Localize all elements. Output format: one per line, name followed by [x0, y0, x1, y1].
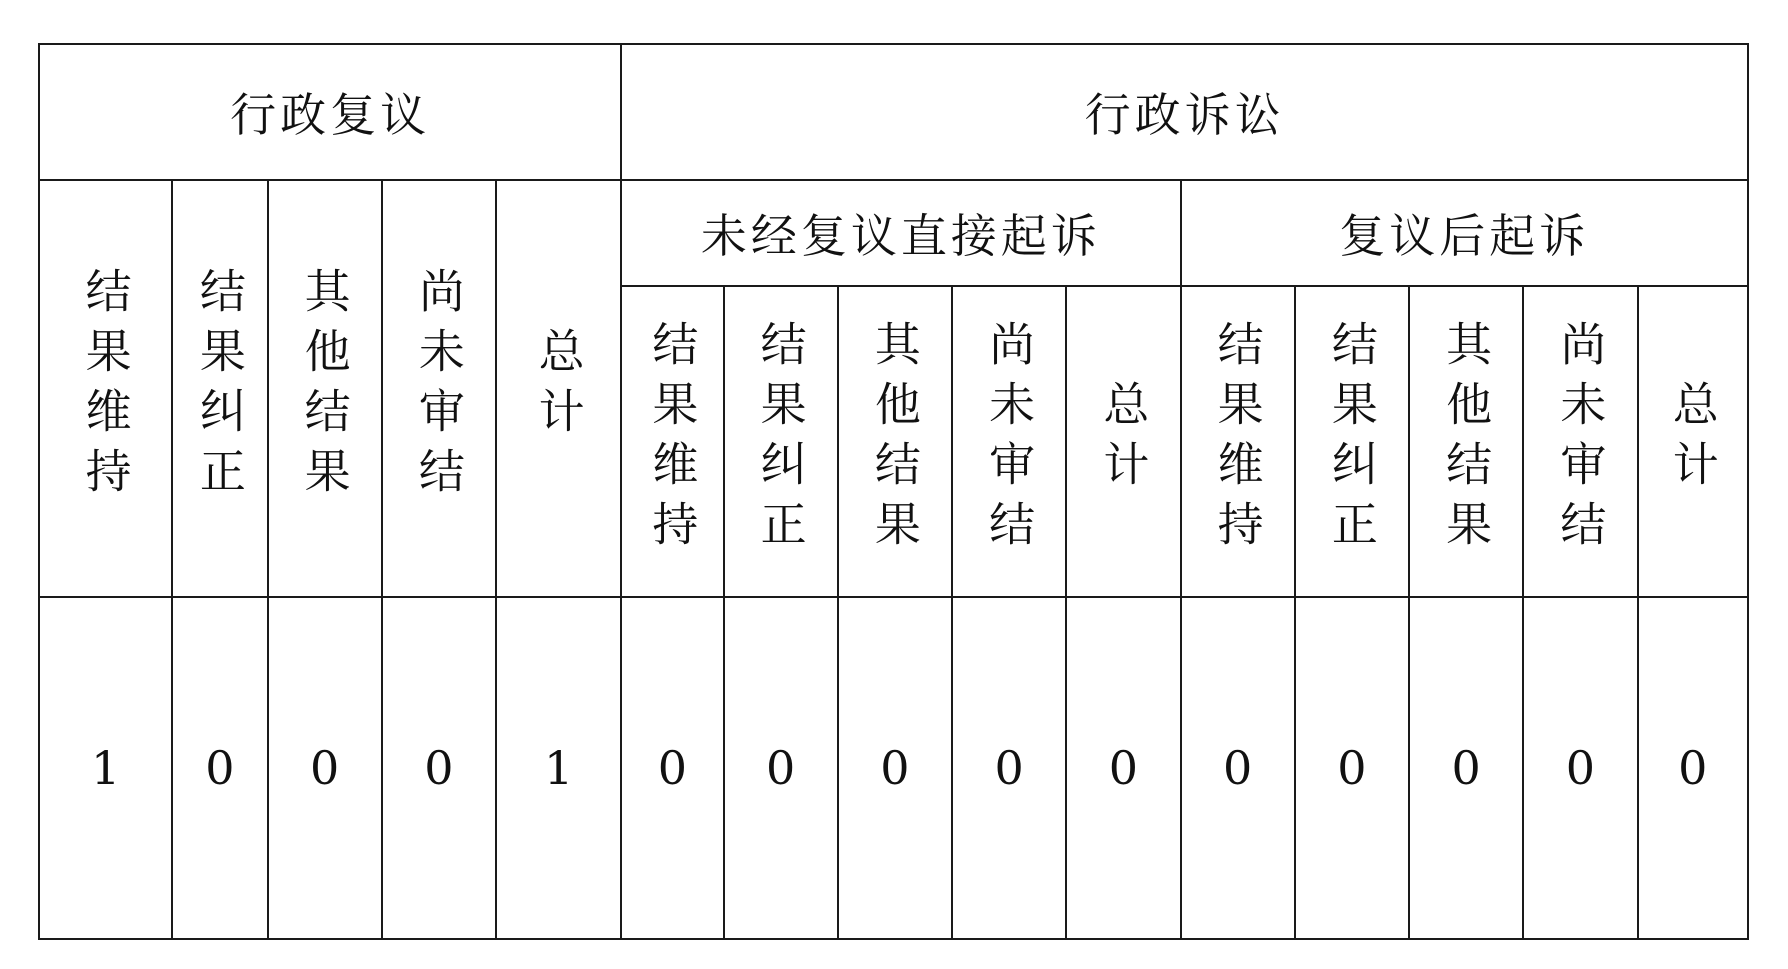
after-review-value-other: 0	[1409, 597, 1523, 939]
direct-header-cell	[1066, 286, 1180, 597]
review-value-other: 0	[268, 597, 382, 939]
after-review-value-total: 0	[1638, 597, 1748, 939]
after-review-header-total: 总计	[1665, 379, 1720, 500]
direct-value-corrected: 0	[724, 597, 838, 939]
values-row	[39, 597, 1748, 939]
review-value-pending: 0	[382, 597, 496, 939]
review-header-total: 总计	[531, 326, 586, 447]
after-review-header-maintained: 结果维持	[1210, 319, 1265, 560]
after-review-header-cell	[1638, 286, 1748, 597]
direct-value-pending: 0	[952, 597, 1066, 939]
direct-header-cell	[621, 286, 723, 597]
after-review-header-pending: 尚未审结	[1553, 319, 1608, 560]
review-header-cell	[382, 180, 496, 597]
direct-header-corrected: 结果纠正	[753, 319, 808, 560]
after-review-header-cell	[1523, 286, 1637, 597]
direct-header-cell	[724, 286, 838, 597]
review-header-cell	[496, 180, 621, 597]
review-header-cell	[172, 180, 267, 597]
review-header-corrected: 结果纠正	[192, 266, 247, 507]
direct-header-maintained: 结果维持	[645, 319, 700, 560]
after-review-header-cell	[1181, 286, 1295, 597]
review-value-maintained: 1	[39, 597, 172, 939]
direct-header-total: 总计	[1096, 379, 1151, 500]
review-header-other: 其他结果	[297, 266, 352, 507]
admin-review-title: 行政复议	[39, 44, 621, 180]
direct-header-other: 其他结果	[867, 319, 922, 560]
direct-suit-title: 未经复议直接起诉	[621, 180, 1180, 286]
direct-value-other: 0	[838, 597, 952, 939]
review-value-total: 1	[496, 597, 621, 939]
statistics-table	[38, 43, 1749, 940]
direct-value-maintained: 0	[621, 597, 723, 939]
after-review-value-corrected: 0	[1295, 597, 1409, 939]
admin-litigation-title: 行政诉讼	[621, 44, 1748, 180]
after-review-value-pending: 0	[1523, 597, 1637, 939]
after-review-value-maintained: 0	[1181, 597, 1295, 939]
review-header-cell	[39, 180, 172, 597]
review-value-corrected: 0	[172, 597, 267, 939]
after-review-header-other: 其他结果	[1439, 319, 1494, 560]
direct-header-pending: 尚未审结	[982, 319, 1037, 560]
review-header-maintained: 结果维持	[78, 266, 133, 507]
direct-value-total: 0	[1066, 597, 1180, 939]
direct-header-cell	[838, 286, 952, 597]
direct-header-cell	[952, 286, 1066, 597]
review-header-pending: 尚未审结	[411, 266, 466, 507]
section-title-row	[39, 44, 1748, 180]
group-title-row	[39, 180, 1748, 286]
review-header-cell	[268, 180, 382, 597]
after-review-header-cell	[1295, 286, 1409, 597]
after-review-header-cell	[1409, 286, 1523, 597]
after-review-suit-title: 复议后起诉	[1181, 180, 1748, 286]
after-review-header-corrected: 结果纠正	[1324, 319, 1379, 560]
